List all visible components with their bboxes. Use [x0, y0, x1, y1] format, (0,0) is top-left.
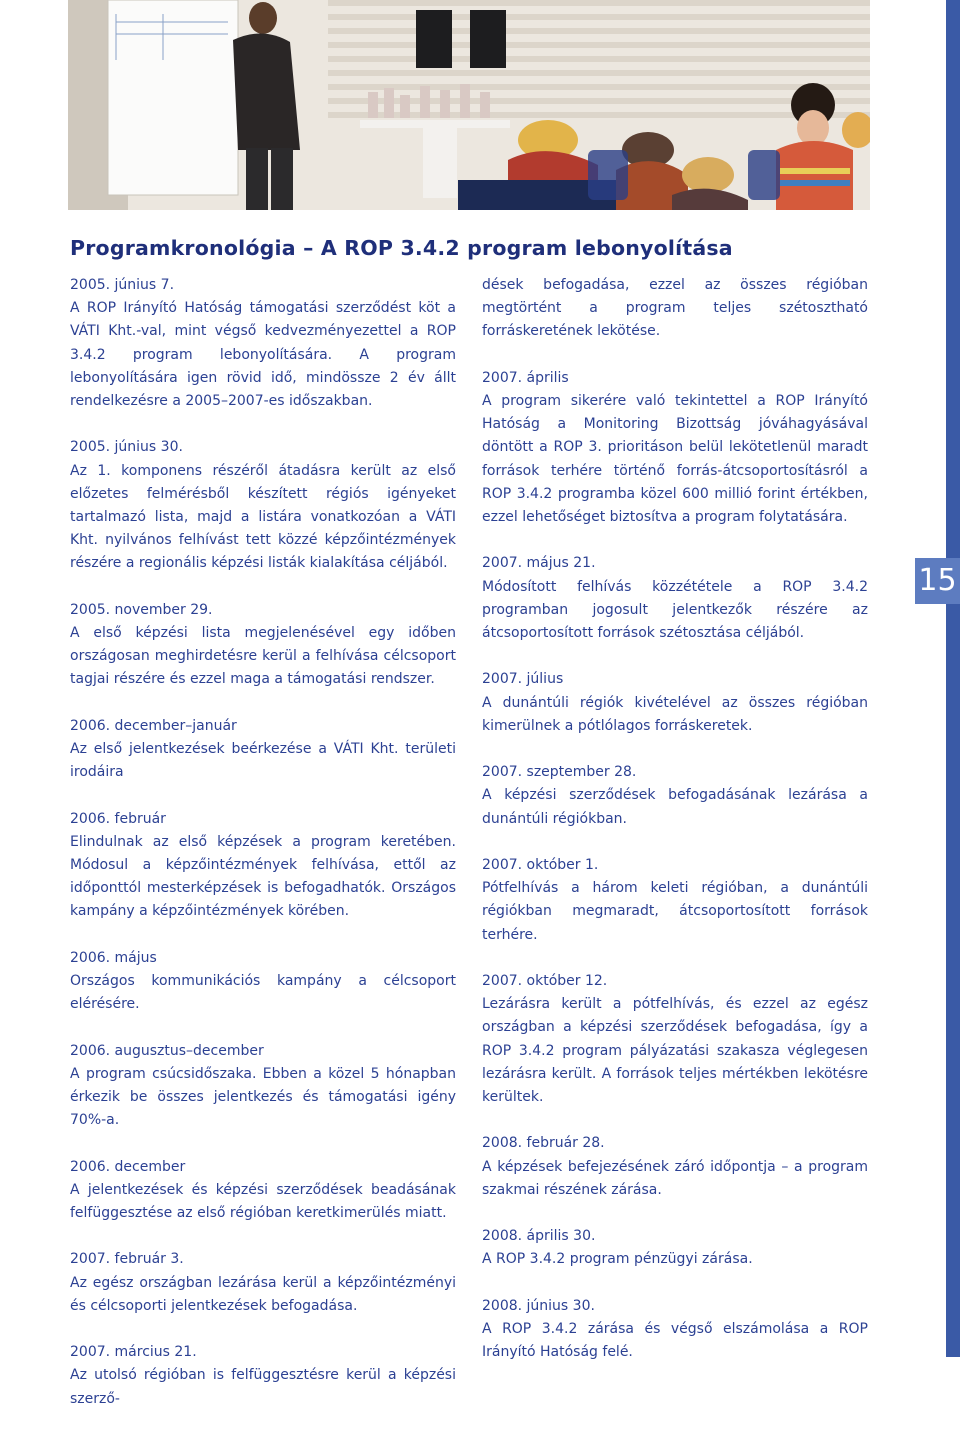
entry-date: 2006. február — [70, 810, 166, 827]
entry-date: 2005. június 7. — [70, 277, 175, 293]
entry-text: Az egész országban lezárása kerül a képzőintézményi és célcsoporti jelentkezések befogadása. — [70, 1274, 456, 1314]
entry-date: 2006. augusztus–december — [70, 1042, 264, 1059]
entry-date: 2007. március 21. — [70, 1344, 197, 1361]
entry-text: A ROP 3.4.2 program pénzügyi zárása. — [482, 1251, 753, 1268]
timeline-entry — [70, 1040, 456, 1133]
entry-text: A képzések befejezésének záró időpontja – a program szakmai részének zárása. — [482, 1158, 868, 1198]
entry-date: 2005. június 30. — [70, 439, 183, 456]
entry-date: 2006. december–január — [70, 717, 237, 734]
entry-text: A dunántúli régiók kivételével az összes régióban kimerülnek a pótlólagos forráskeretek. — [482, 694, 868, 734]
photo-training-session-icon — [68, 0, 870, 210]
entry-date: 2005. november 29. — [70, 601, 213, 618]
entry-date: 2008. február 28. — [482, 1135, 605, 1152]
entry-date: 2008. április 30. — [482, 1228, 596, 1245]
timeline-entry — [482, 668, 868, 738]
timeline-entry — [70, 1248, 456, 1318]
timeline-entry — [70, 808, 456, 924]
entry-date: 2007. február 3. — [70, 1251, 184, 1268]
entry-text: Módosított felhívás közzététele a ROP 3.4.2 programban jogosult jelentkezők részére az átcsoportosított források szétosztása céljából. — [482, 578, 868, 642]
page-title: Programkronológia – A ROP 3.4.2 program lebonyolítása — [70, 236, 733, 260]
entry-text: A képzési szerződések befogadásának lezárása a dunántúli régiókban. — [482, 787, 868, 827]
timeline-entry — [482, 367, 868, 529]
page-number: 15 — [915, 558, 960, 604]
timeline-entry — [482, 1132, 868, 1202]
entry-date: 2007. október 1. — [482, 857, 599, 873]
entry-text: A program sikerére való tekintettel a ROP Irányító Hatóság a Monitoring Bizottság jóváhagyásával döntött a ROP 3. prioritáson belül lekötetlenül maradt források terhére történő forrás-átcsoportosításról a ROP 3.4.2 programba közel 600 millió forint értékben, ezzel lehetőséget biztosítva a program folytatására. — [482, 393, 868, 526]
timeline-entry — [70, 1156, 456, 1226]
right-column — [482, 274, 868, 1388]
entry-text: Elindulnak az első képzések a program keretében. Módosul a képzőintézmények felhívása, ettől az időponttól mesterképzések is befogadhatók. Országos kampány a képzőintézmények körében. — [70, 833, 456, 920]
entry-date: 2006. december — [70, 1158, 186, 1175]
timeline-entry — [70, 1341, 456, 1411]
entry-date: 2007. szeptember 28. — [482, 764, 637, 781]
timeline-entry — [482, 761, 868, 831]
timeline-entry — [482, 1225, 868, 1271]
edge-accent-bar — [946, 0, 960, 1357]
entry-text: dések befogadása, ezzel az összes régióban megtörtént a program teljes szétosztható forráskeretének lekötése. — [482, 277, 868, 340]
entry-date: 2006. május — [70, 949, 157, 966]
entry-date: 2007. április — [482, 369, 569, 386]
entry-text: Lezárásra került a pótfelhívás, és ezzel az egész országban a képzési szerződések befogadása, így a ROP 3.4.2 program pályázatási szakasza véglegesen lezárásra került. A források teljes mértékben lekötésre kerültek. — [482, 996, 868, 1106]
entry-date: 2007. július — [482, 671, 564, 688]
left-column — [70, 274, 456, 1434]
timeline-entry — [482, 854, 868, 947]
timeline-entry — [70, 274, 456, 413]
timeline-entry-continued — [482, 274, 868, 344]
timeline-entry — [482, 1295, 868, 1365]
entry-date: 2007. október 12. — [482, 973, 608, 989]
entry-text: Az utolsó régióban is felfüggesztésre kerül a képzési szerző- — [70, 1367, 456, 1407]
entry-text: A ROP 3.4.2 zárása és végső elszámolása a ROP Irányító Hatóság felé. — [482, 1321, 868, 1361]
entry-text: A jelentkezések és képzési szerződések beadásának felfüggesztése az első régióban keretkimerülés miatt. — [70, 1181, 456, 1222]
timeline-entry — [70, 947, 456, 1017]
entry-text: Országos kommunikációs kampány a célcsoport elérésére. — [70, 973, 456, 1013]
header-photo — [68, 0, 870, 210]
timeline-entry — [70, 436, 456, 575]
entry-text: A első képzési lista megjelenésével egy időben országosan meghirdetésre kerül a felhívása célcsoport tagjai részére és ezzel maga a támogatási rendszer. — [70, 625, 456, 688]
timeline-entry — [482, 970, 868, 1109]
entry-text: A ROP Irányító Hatóság támogatási szerződést köt a VÁTI Kht.-val, mint végső kedvezményezettel a ROP 3.4.2 program lebonyolítására. A program lebonyolítására igen rövid idő, mindössze 2 év állt rendelkezésre a 2005–2007-es időszakban. — [70, 300, 456, 410]
entry-text: A program csúcsidőszaka. Ebben a közel 5 hónapban érkezik be összes jelentkezés és támogatási igény 70%-a. — [70, 1065, 456, 1129]
entry-date: 2008. június 30. — [482, 1297, 595, 1314]
timeline-entry — [482, 552, 868, 645]
entry-text: Az első jelentkezések beérkezése a VÁTI Kht. területi irodáira — [70, 741, 456, 781]
timeline-entry — [70, 599, 456, 692]
entry-date: 2007. május 21. — [482, 555, 596, 572]
entry-text: Az 1. komponens részéről átadásra került az első előzetes felmérésből készített régiós igényeket tartalmazó lista, majd a listára vonatkozóan a VÁTI Kht. nyilvános felhívást tett közzé képzőintézmények részére a regionális képzési listák kialakítása céljából. — [70, 462, 456, 572]
entry-text: Pótfelhívás a három keleti régióban, a dunántúli régiókban megmaradt, átcsoportosított források terhére. — [482, 880, 868, 943]
timeline-entry — [70, 715, 456, 785]
